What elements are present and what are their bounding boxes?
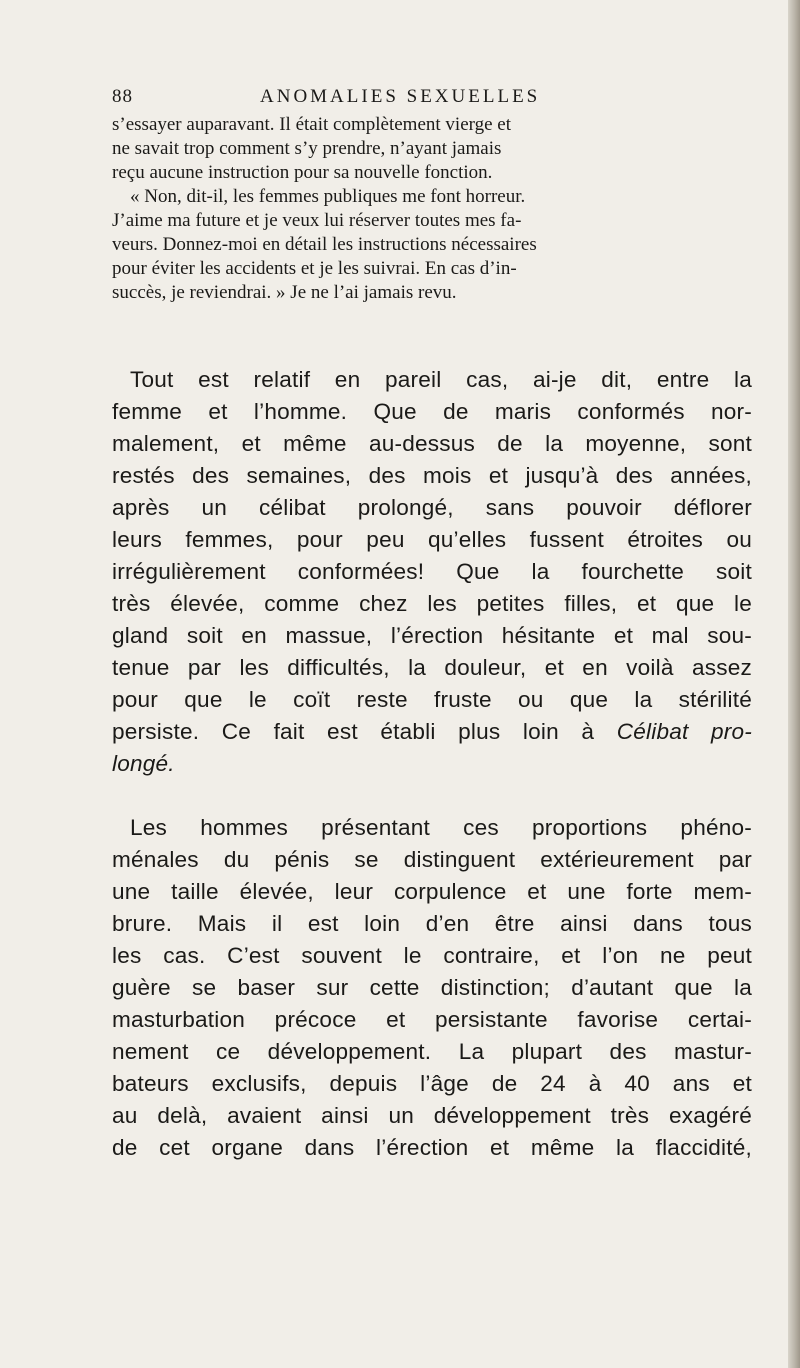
cross-reference-link[interactable]: Célibat pro- bbox=[616, 719, 752, 744]
text-line: irrégulièrement conformées! Que la fourchette soit bbox=[112, 559, 752, 584]
page-header bbox=[112, 86, 752, 112]
text-line: de cet organe dans l’érection et même la flaccidité, bbox=[112, 1135, 752, 1160]
text-line: pour que le coït reste fruste ou que la stérilité bbox=[112, 687, 752, 712]
paragraph-les-hommes bbox=[112, 812, 752, 1164]
text-line: gland soit en massue, l’érection hésitante et mal sou- bbox=[112, 623, 752, 648]
text-line: ne savait trop comment s’y prendre, n’ayant jamais bbox=[112, 138, 502, 159]
text-line: s’essayer auparavant. Il était complètement vierge et bbox=[112, 114, 511, 135]
text-line: ménales du pénis se distinguent extérieurement par bbox=[112, 847, 752, 872]
text-line: très élevée, comme chez les petites filles, et que le bbox=[112, 591, 752, 616]
text-line: une taille élevée, leur corpulence et une forte mem- bbox=[112, 879, 752, 904]
text-line bbox=[112, 748, 752, 780]
text-line: bateurs exclusifs, depuis l’âge de 24 à 40 ans et bbox=[112, 1071, 752, 1096]
line-text: persiste. Ce fait est établi plus loin à bbox=[112, 719, 617, 744]
text-line: reçu aucune instruction pour sa nouvelle fonction. bbox=[112, 162, 493, 183]
quoted-paragraph bbox=[112, 113, 752, 305]
text-line: succès, je reviendrai. » Je ne l’ai jamais revu. bbox=[112, 282, 457, 303]
text-line bbox=[112, 716, 752, 748]
text-line: femme et l’homme. Que de maris conformés nor- bbox=[112, 399, 752, 424]
page-edge-shadow bbox=[788, 0, 800, 1368]
text-line: après un célibat prolongé, sans pouvoir déflorer bbox=[112, 495, 752, 520]
text-line: Les hommes présentant ces proportions phéno- bbox=[130, 815, 752, 840]
text-line: malement, et même au-dessus de la moyenne, sont bbox=[112, 431, 752, 456]
paragraph-tout-est-relatif bbox=[112, 364, 752, 780]
text-line: brure. Mais il est loin d’en être ainsi dans tous bbox=[112, 911, 752, 936]
text-line: au delà, avaient ainsi un développement très exagéré bbox=[112, 1103, 752, 1128]
text-line: pour éviter les accidents et je les suivrai. En cas d’in- bbox=[112, 258, 517, 279]
running-title: ANOMALIES SEXUELLES bbox=[260, 86, 541, 107]
text-line: J’aime ma future et je veux lui réserver toutes mes fa- bbox=[112, 210, 522, 231]
text-line: masturbation précoce et persistante favorise certai- bbox=[112, 1007, 752, 1032]
text-line: restés des semaines, des mois et jusqu’à des années, bbox=[112, 463, 752, 488]
text-line: veurs. Donnez-moi en détail les instructions nécessaires bbox=[112, 234, 537, 255]
cross-reference-continuation: longé. bbox=[112, 751, 175, 776]
text-line: Tout est relatif en pareil cas, ai-je dit, entre la bbox=[130, 367, 752, 392]
page-number: 88 bbox=[112, 86, 133, 107]
text-line: guère se baser sur cette distinction; d’autant que la bbox=[112, 975, 752, 1000]
text-line: leurs femmes, pour peu qu’elles fussent étroites ou bbox=[112, 527, 752, 552]
text-line: les cas. C’est souvent le contraire, et l’on ne peut bbox=[112, 943, 752, 968]
text-line: « Non, dit-il, les femmes publiques me font horreur. bbox=[130, 186, 526, 207]
text-line: tenue par les difficultés, la douleur, et en voilà assez bbox=[112, 655, 752, 680]
text-line: nement ce développement. La plupart des mastur- bbox=[112, 1039, 752, 1064]
